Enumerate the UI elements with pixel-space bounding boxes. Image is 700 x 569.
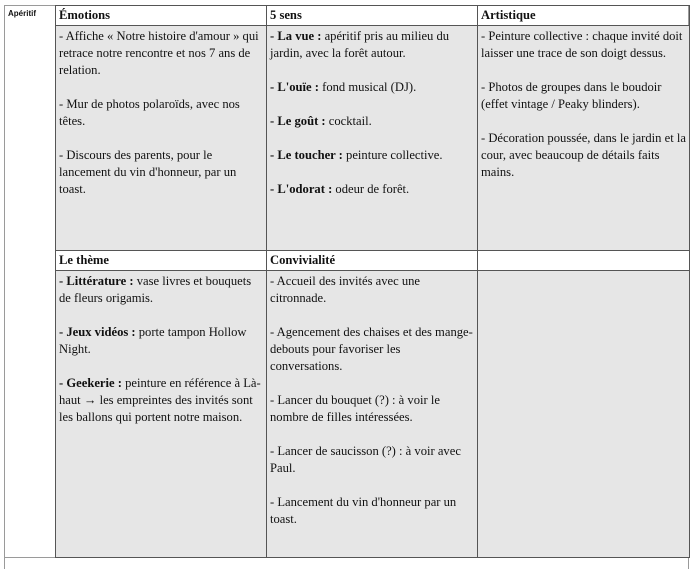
list-item (270, 181, 474, 198)
list-item (59, 324, 263, 358)
list-item: - Discours des parents, pour le lancement du vin d'honneur, par un toast. (59, 148, 237, 196)
list-item (59, 273, 263, 307)
list-item (270, 147, 474, 164)
item-text: fond musical (DJ). (318, 80, 417, 94)
list-item: - Lancer de saucisson (?) : à voir avec Paul. (270, 444, 461, 475)
cell-artistique (478, 26, 690, 251)
header-artistique: Artistique (478, 6, 690, 26)
list-item (270, 28, 474, 62)
list-item: - Affiche « Notre histoire d'amour » qui retrace notre rencontre et nos 7 ans de relation. (59, 29, 259, 77)
header-5-sens: 5 sens (267, 6, 478, 26)
list-item: - Lancer du bouquet (?) : à voir le nombre de filles intéressées. (270, 393, 440, 424)
list-item: - Accueil des invités avec une citronnade. (270, 274, 421, 305)
list-item: - Décoration poussée, dans le jardin et la cour, avec beaucoup de détails faits mains. (481, 131, 686, 179)
list-item (59, 375, 263, 426)
item-text: peinture en référence à Là-haut → les empreintes des invités sont les ballons qui portent notre maison. (59, 376, 261, 424)
item-label: - Le goût : (270, 114, 326, 128)
item-text: peinture collective. (342, 148, 443, 162)
item-text: odeur de forêt. (332, 182, 410, 196)
item-label: - Jeux vidéos : (59, 325, 136, 339)
cell-emotions (56, 26, 267, 251)
item-text: porte tampon Hollow Night. (59, 325, 247, 356)
item-text: apéritif pris au milieu du jardin, avec la forêt autour. (270, 29, 450, 60)
list-item (270, 113, 474, 130)
cell-5-sens (267, 26, 478, 251)
header-convivialite: Convivialité (267, 251, 478, 271)
item-label: - Geekerie : (59, 376, 122, 390)
cell-le-theme (56, 271, 267, 558)
cell-empty (478, 271, 690, 558)
aperitif-label: Apéritif (8, 9, 36, 18)
cell-convivialite (267, 271, 478, 558)
item-label: - Littérature : (59, 274, 134, 288)
list-item: - Peinture collective : chaque invité doit laisser une trace de son doigt dessus. (481, 29, 683, 60)
item-label: - L'ouïe : (270, 80, 319, 94)
header-empty (478, 251, 690, 271)
item-text: vase livres et bouquets de fleurs origamis. (59, 274, 252, 305)
list-item: - Mur de photos polaroïds, avec nos têtes. (59, 97, 240, 128)
header-emotions: Émotions (56, 6, 267, 26)
list-item: - Agencement des chaises et des mange-debouts pour favoriser les conversations. (270, 325, 473, 373)
list-item (270, 79, 474, 96)
aperitif-table (55, 5, 690, 558)
item-label: - L'odorat : (270, 182, 333, 196)
next-row-strip (4, 558, 689, 569)
list-item: - Lancement du vin d'honneur par un toast. (270, 495, 457, 526)
header-le-theme: Le thème (56, 251, 267, 271)
list-item: - Photos de groupes dans le boudoir (effet vintage / Peaky blinders). (481, 80, 662, 111)
item-label: - Le toucher : (270, 148, 343, 162)
item-text: cocktail. (325, 114, 372, 128)
item-label: - La vue : (270, 29, 322, 43)
